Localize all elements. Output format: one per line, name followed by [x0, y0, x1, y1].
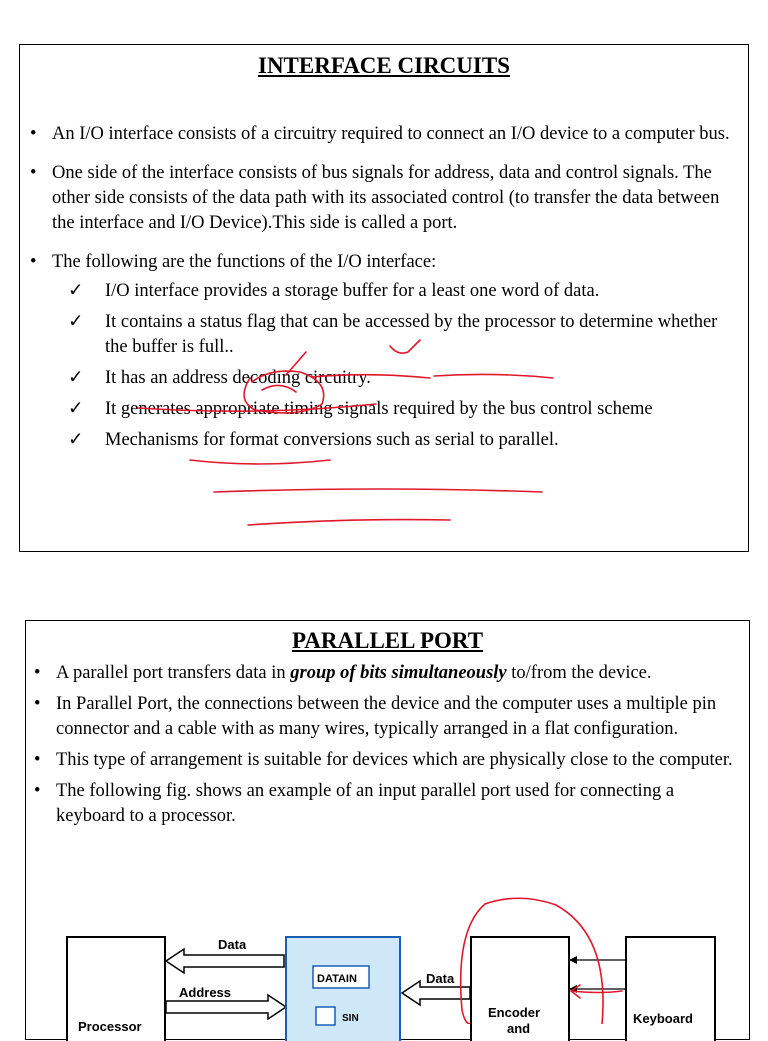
bullet-text: The following fig. shows an example of an input parallel port used for connecting a keyboard to a processor. — [56, 781, 675, 826]
bullet-list — [28, 122, 743, 459]
datain-label: DATAIN — [317, 973, 357, 985]
data-label-right: Data — [426, 971, 455, 986]
function-text: Mechanisms for format conversions such as serial to parallel. — [105, 430, 559, 450]
parallel-port-diagram — [26, 621, 751, 1041]
bullet-text-pre: A parallel port transfers data in — [56, 663, 291, 683]
bullet-emphasis: group of bits simultaneously — [290, 663, 507, 683]
bullet-text: This type of arrangement is suitable for devices which are physically close to the computer. — [56, 750, 733, 770]
bullet-marker: • — [30, 163, 37, 183]
function-item — [52, 279, 743, 304]
bullet-item — [28, 161, 743, 236]
function-item — [52, 428, 743, 453]
slide-title: INTERFACE CIRCUITS — [258, 53, 510, 78]
bullet-item — [28, 250, 743, 453]
slide-interface-circuits — [19, 44, 749, 552]
checkmark-icon: ✓ — [68, 281, 84, 301]
checkmark-icon: ✓ — [68, 430, 84, 450]
bullet-text-post: to/from the device. — [506, 663, 652, 683]
bullet-text: The following are the functions of the I/O interface: — [52, 252, 437, 272]
function-item — [52, 397, 743, 422]
address-label: Address — [179, 985, 232, 1000]
bullet-marker: • — [34, 750, 41, 770]
encoder-label: Encoder — [488, 1005, 541, 1020]
bullet-text: In Parallel Port, the connections between the device and the computer uses a multiple pin connector and a cable with as many wires, typically arranged in a flat configuration. — [56, 694, 717, 739]
function-text: It generates appropriate timing signals required by the bus control scheme — [105, 399, 653, 419]
function-text: It contains a status flag that can be accessed by the processor to determine whether the buffer is full.. — [105, 312, 718, 357]
function-list — [52, 279, 743, 453]
checkmark-icon: ✓ — [68, 312, 84, 332]
bullet-marker: • — [34, 694, 41, 714]
bullet-text: One side of the interface consists of bus signals for address, data and control signals. The other side consists of the data path with its associated control (to transfer the data between the interface and I/O Device).This side is called a port. — [52, 163, 720, 233]
slide-parallel-port — [25, 620, 750, 1040]
bullet-item — [28, 122, 743, 147]
processor-label: Processor — [78, 1019, 142, 1034]
arrowhead-icon — [569, 985, 577, 993]
interface-box — [286, 937, 400, 1041]
bullet-marker: • — [30, 124, 37, 144]
bullet-marker: • — [30, 252, 37, 272]
function-item — [52, 366, 743, 391]
data-label: Data — [218, 937, 247, 952]
slide-title: PARALLEL PORT — [291, 628, 484, 653]
arrowhead-icon — [569, 956, 577, 964]
checkmark-icon: ✓ — [68, 399, 84, 419]
function-item — [52, 310, 743, 360]
function-text: It has an address decoding circuitry. — [105, 368, 371, 388]
sin-label: SIN — [342, 1013, 359, 1024]
sin-flag — [316, 1007, 335, 1025]
bullet-marker: • — [34, 781, 41, 801]
data-bus-arrow — [166, 949, 284, 973]
bullet-text: An I/O interface consists of a circuitry required to connect an I/O device to a computer bus. — [52, 124, 730, 144]
bullet-marker: • — [34, 663, 41, 683]
encoder-label-2: and — [507, 1021, 531, 1036]
checkmark-icon: ✓ — [68, 368, 84, 388]
function-text: I/O interface provides a storage buffer for a least one word of data. — [105, 281, 600, 301]
keyboard-label: Keyboard — [633, 1011, 693, 1026]
